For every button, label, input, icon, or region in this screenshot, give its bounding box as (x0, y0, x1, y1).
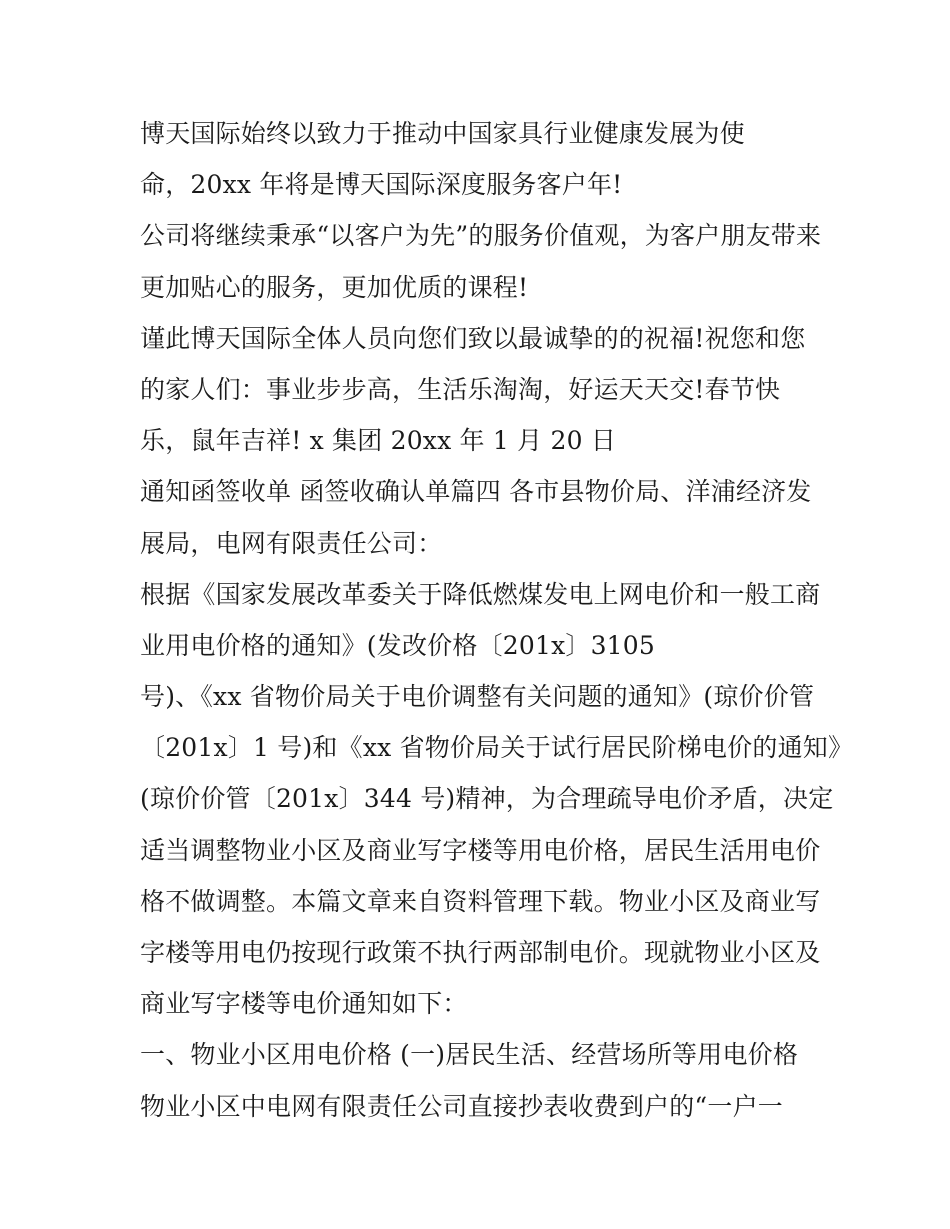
text-line: 展局，电网有限责任公司： (140, 528, 443, 558)
text-line: 业用电价格的通知》(发改价格〔201x〕3105 (140, 630, 655, 660)
text-line: 物业小区中电网有限责任公司直接抄表收费到户的“一户一 (140, 1091, 783, 1121)
text-line: 号)、《xx 省物价局关于电价调整有关问题的通知》(琼价价管 (140, 682, 815, 712)
text-line: 商业写字楼等电价通知如下： (140, 989, 468, 1019)
text-line: 字楼等用电仍按现行政策不执行两部制电价。现就物业小区及 (140, 938, 821, 967)
text-line: 命，20xx 年将是博天国际深度服务客户年! (140, 170, 623, 200)
text-line: 谨此博天国际全体人员向您们致以最诚挚的的祝福!祝您和您 (140, 323, 806, 353)
text-line: 乐，鼠年吉祥! x 集团 20xx 年 1 月 20 日 (140, 426, 617, 456)
text-line: 通知函签收单 函签收确认单篇四 各市县物价局、洋浦经济发 (140, 477, 812, 507)
text-line: 公司将继续秉承“以客户为先”的服务价值观，为客户朋友带来 (140, 221, 822, 251)
text-line: 更加贴心的服务，更加优质的课程! (140, 272, 529, 302)
text-line: 根据《国家发展改革委关于降低燃煤发电上网电价和一般工商 (140, 579, 821, 609)
text-line: (琼价价管〔201x〕344 号)精神，为合理疏导电价矛盾，决定 (140, 784, 834, 814)
text-line: 格不做调整。本篇文章来自资料管理下载。物业小区及商业写 (140, 886, 821, 916)
text-line: 的家人们：事业步步高，生活乐淘淘，好运天天交!春节快 (140, 374, 781, 404)
text-line: 博天国际始终以致力于推动中国家具行业健康发展为使 (140, 119, 745, 148)
document-body (140, 108, 854, 1132)
text-line: 〔201x〕1 号)和《xx 省物价局关于试行居民阶梯电价的通知》 (140, 733, 854, 763)
text-line: 一、物业小区用电价格 (一)居民生活、经营场所等用电价格 (140, 1040, 799, 1070)
text-line: 适当调整物业小区及商业写字楼等用电价格，居民生活用电价 (140, 835, 821, 865)
